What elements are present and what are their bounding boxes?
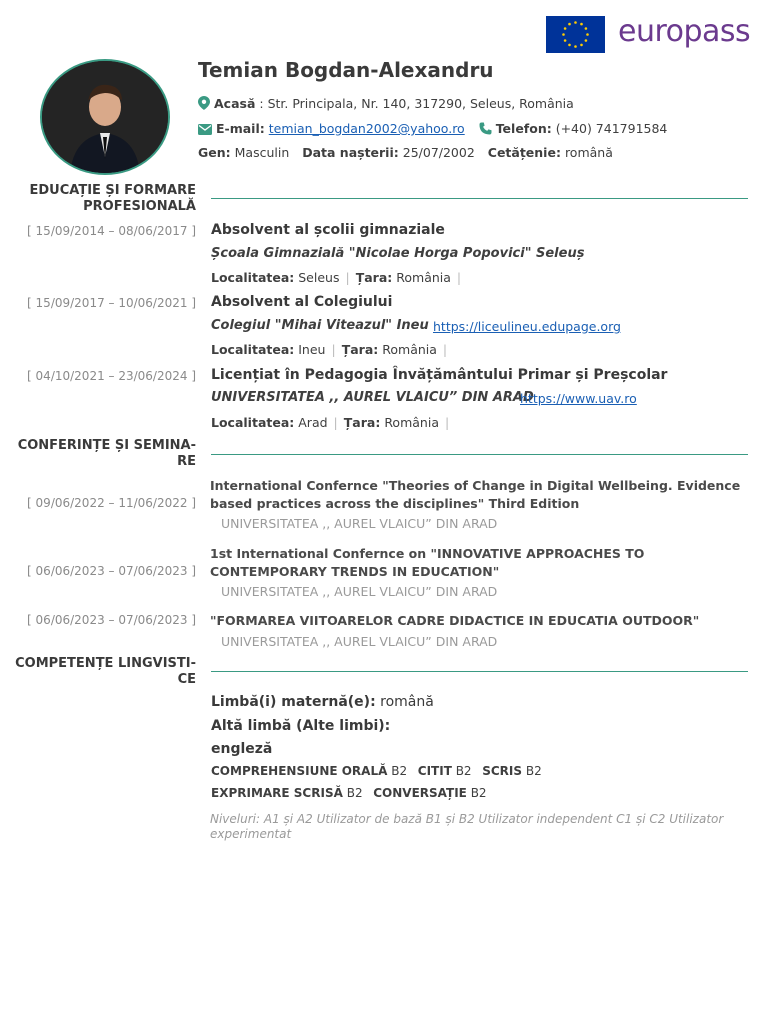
conference-1-organizer: UNIVERSITATEA ,, AUREL VLAICU” DIN ARAD — [221, 516, 498, 531]
education-3-location: Localitatea: Arad | Țara: România | — [211, 415, 450, 430]
education-1-location: Localitatea: Seleus | Țara: România | — [211, 270, 462, 285]
education-3-title: Licențiat în Pedagogia Învățământului Primar și Preșcolar — [211, 367, 668, 383]
education-3-institution: UNIVERSITATEA ,, AUREL VLAICU” DIN ARAD — [211, 390, 534, 405]
language-skills-row-1: COMPREHENSIUNE ORALĂ B2 CITIT B2 SCRIS B2 — [211, 764, 542, 778]
avatar — [40, 59, 170, 175]
phone-value: (+40) 741791584 — [555, 121, 668, 136]
language-levels-note: Niveluri: A1 și A2 Utilizator de bază B1 și B2 Utilizator independent C1 și C2 Utilizator experimentat — [210, 812, 724, 841]
conference-2-dates: [ 06/06/2023 – 07/06/2023 ] — [27, 564, 196, 578]
address-line: Acasă : Str. Principala, Nr. 140, 317290, Seleus, România — [198, 96, 574, 113]
gender-label: Gen: — [198, 145, 231, 160]
candidate-name: Temian Bogdan-Alexandru — [198, 58, 494, 82]
conference-1-title: International Confernce "Theories of Change in Digital Wellbeing. Evidence based practices across the disciplines" Third Edition — [210, 478, 741, 511]
mother-tongue-line — [211, 694, 434, 710]
mother-tongue-value: română — [380, 694, 434, 710]
education-2-title: Absolvent al Colegiului — [211, 294, 393, 310]
gender-value: Masculin — [234, 145, 290, 160]
languages-section-title: COMPETENȚE LINGVISTI- CE — [15, 656, 196, 687]
language-skills-row-2: EXPRIMARE SCRISĂ B2 CONVERSAȚIE B2 — [211, 786, 487, 800]
citizenship-value: română — [564, 145, 613, 160]
phone-icon — [479, 122, 492, 138]
email-label: E-mail: — [216, 121, 265, 136]
conference-2-title: 1st International Confernce on "INNOVATIVE APPROACHES TO CONTEMPORARY TRENDS IN EDUCATION" — [210, 546, 645, 579]
education-2-institution: Colegiul "Mihai Viteazul" Ineu — [211, 318, 429, 333]
conference-2-organizer: UNIVERSITATEA ,, AUREL VLAICU” DIN ARAD — [221, 584, 498, 599]
email-link[interactable]: temian_bogdan2002@yahoo.ro — [268, 121, 465, 136]
personal-details-line — [198, 145, 613, 160]
education-3-url-link[interactable]: https://www.uav.ro — [520, 391, 637, 406]
contact-line — [198, 121, 667, 138]
education-1-dates: [ 15/09/2014 – 08/06/2017 ] — [27, 224, 196, 238]
conference-3-dates: [ 06/06/2023 – 07/06/2023 ] — [27, 613, 196, 627]
conferences-divider — [211, 454, 748, 455]
conference-3-organizer: UNIVERSITATEA ,, AUREL VLAICU” DIN ARAD — [221, 634, 498, 649]
conference-1-dates: [ 09/06/2022 – 11/06/2022 ] — [27, 496, 196, 510]
email-icon — [198, 123, 212, 138]
education-divider — [211, 198, 748, 199]
phone-label: Telefon: — [495, 121, 552, 136]
birth-date-value: 25/07/2002 — [402, 145, 475, 160]
education-1-institution: Școala Gimnazială "Nicolae Horga Popovici" Seleuș — [211, 246, 585, 261]
eu-flag-icon — [546, 16, 605, 53]
address-value: Str. Principala, Nr. 140, 317290, Seleus, România — [267, 96, 574, 111]
education-2-location: Localitatea: Ineu | Țara: România | — [211, 342, 448, 357]
location-pin-icon — [198, 96, 210, 113]
conferences-section-title: CONFERINȚE ȘI SEMINA- RE — [17, 438, 196, 469]
mother-tongue-label: Limbă(i) maternă(e): — [211, 694, 376, 710]
address-label: Acasă — [214, 96, 256, 111]
education-3-dates: [ 04/10/2021 – 23/06/2024 ] — [27, 369, 196, 383]
other-language-name: engleză — [211, 741, 273, 757]
birth-date-label: Data nașterii: — [302, 145, 399, 160]
languages-divider — [211, 671, 748, 672]
education-1-title: Absolvent al școlii gimnaziale — [211, 222, 445, 238]
education-section-title: EDUCAȚIE ȘI FORMARE PROFESIONALĂ — [29, 183, 196, 214]
other-languages-label: Altă limbă (Alte limbi): — [211, 718, 391, 734]
education-2-dates: [ 15/09/2017 – 10/06/2021 ] — [27, 296, 196, 310]
education-2-url-link[interactable]: https://liceulineu.edupage.org — [433, 319, 621, 334]
citizenship-label: Cetățenie: — [487, 145, 561, 160]
conference-3-title: "FORMAREA VIITOARELOR CADRE DIDACTICE IN EDUCATIA OUTDOOR" — [210, 613, 700, 628]
europass-logo: europass — [618, 14, 751, 49]
